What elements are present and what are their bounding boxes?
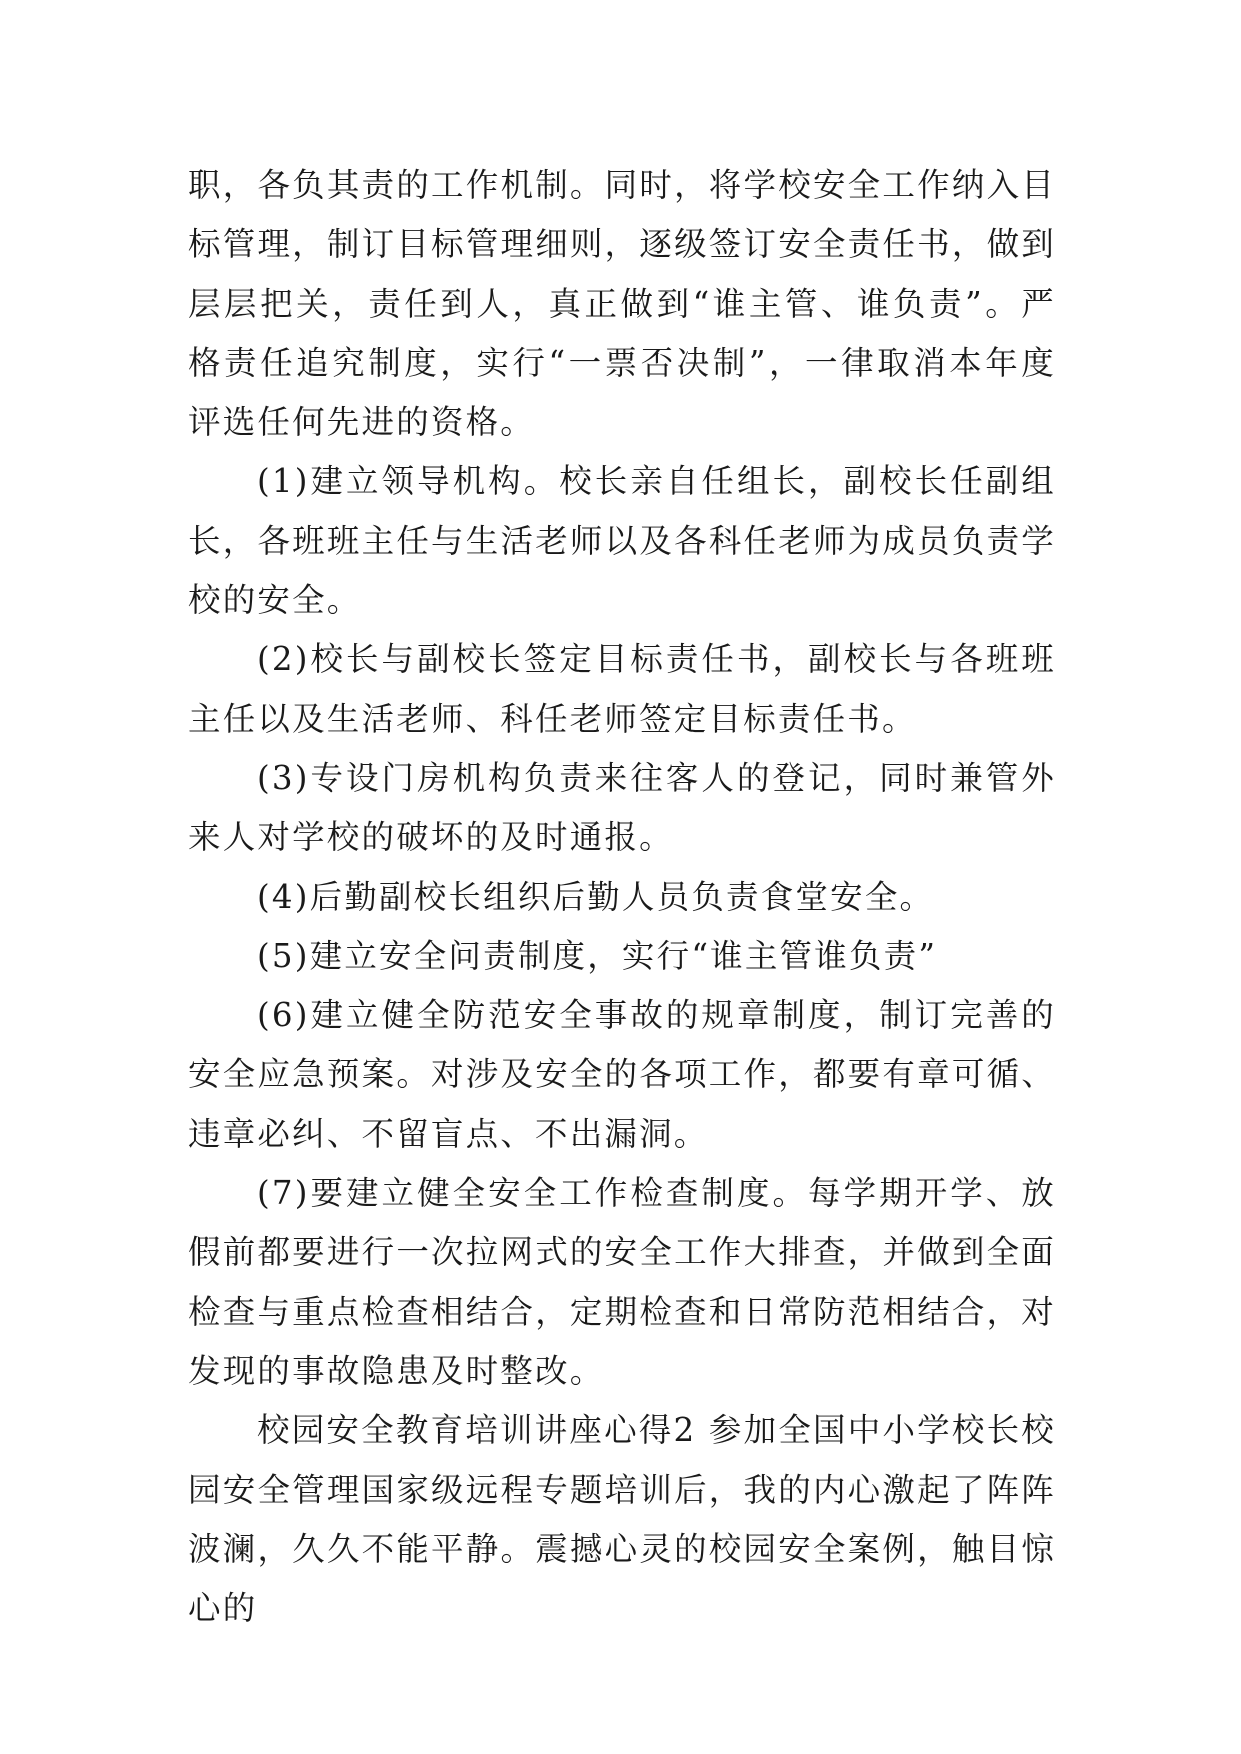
paragraph-continuation: 职，各负其责的工作机制。同时，将学校安全工作纳入目标管理，制订目标管理细则，逐级签订安全责任书，做到层层把关，责任到人，真正做到“谁主管、谁负责”。严格责任追究制度，实行“一票否决制”，一律取消本年度评选任何先进的资格。 bbox=[188, 166, 1056, 442]
paragraph-section-2-intro: 校园安全教育培训讲座心得2 参加全国中小学校长校园安全管理国家级远程专题培训后，我的内心激起了阵阵波澜，久久不能平静。震撼心灵的校园安全案例，触目惊心的 bbox=[188, 1411, 1056, 1628]
paragraph-item-7: (7)要建立健全安全工作检查制度。每学期开学、放假前都要进行一次拉网式的安全工作大排查，并做到全面检查与重点检查相结合，定期检查和日常防范相结合，对发现的事故隐患及时整改。 bbox=[188, 1174, 1056, 1390]
paragraph-item-2: (2)校长与副校长签定目标责任书，副校长与各班班主任以及生活老师、科任老师签定目标责任书。 bbox=[188, 640, 1056, 738]
paragraph-item-4: (4)后勤副校长组织后勤人员负责食堂安全。 bbox=[257, 877, 935, 916]
paragraph-item-3: (3)专设门房机构负责来往客人的登记，同时兼管外来人对学校的破坏的及时通报。 bbox=[188, 758, 1056, 857]
document-body bbox=[188, 156, 1056, 1638]
paragraph-item-5: (5)建立安全问责制度，实行“谁主管谁负责” bbox=[257, 936, 938, 975]
paragraph-item-1: (1)建立领导机构。校长亲自任组长，副校长任副组长，各班班主任与生活老师以及各科任老师为成员负责学校的安全。 bbox=[188, 462, 1056, 620]
paragraph-item-6: (6)建立健全防范安全事故的规章制度，制订完善的安全应急预案。对涉及安全的各项工作，都要有章可循、违章必纠、不留盲点、不出漏洞。 bbox=[188, 996, 1056, 1153]
